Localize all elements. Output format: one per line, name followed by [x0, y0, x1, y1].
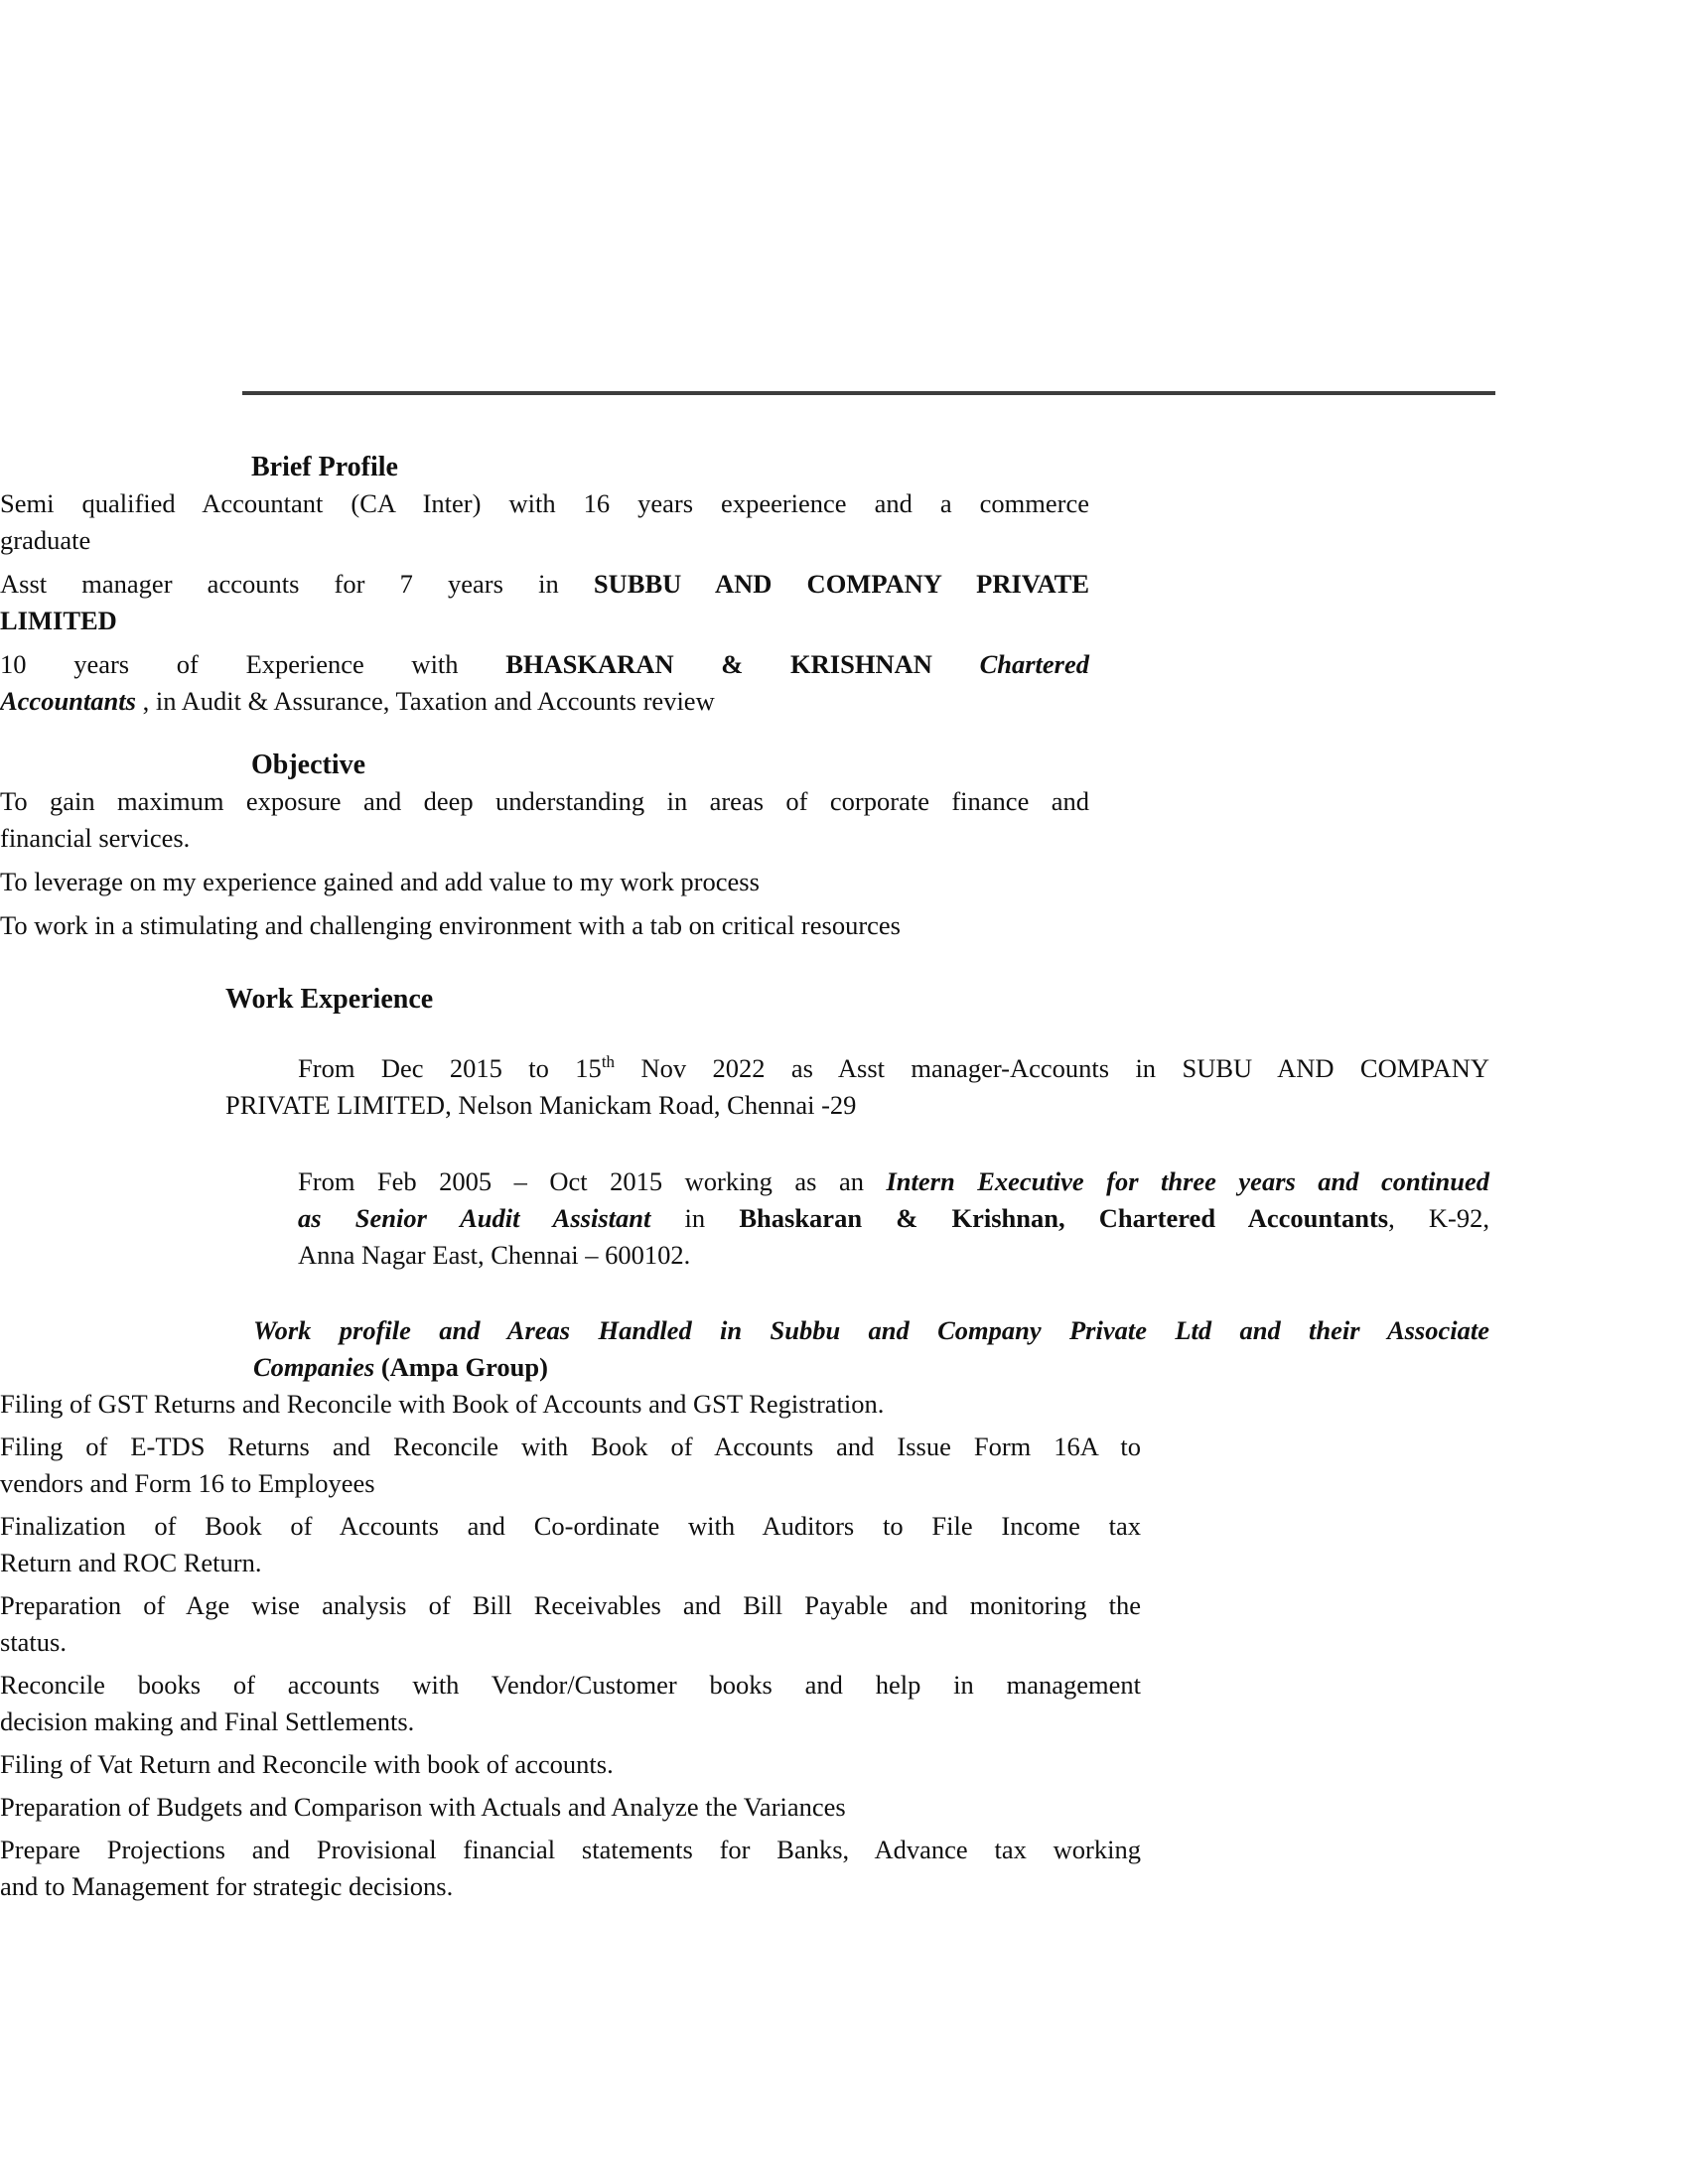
work-experience-paragraph-1	[225, 1050, 1489, 1124]
text-line: Semi qualified Accountant (CA Inter) with 16 years expeerience and a commerce	[0, 488, 1089, 518]
list-item	[0, 646, 1089, 720]
list-item	[0, 566, 1089, 639]
text-line	[253, 1349, 1489, 1386]
list-item	[0, 1832, 1141, 1905]
bold-segment: (Ampa Group)	[374, 1352, 548, 1382]
section-heading-objective: Objective	[251, 750, 366, 780]
text-line: Preparation of Age wise analysis of Bill Receivables and Bill Payable and monitoring the	[0, 1590, 1141, 1620]
bold-italic-segment: Chartered	[979, 649, 1089, 679]
text-segment: in	[650, 1203, 740, 1233]
text-segment: Nov 2022 as Asst manager-Accounts in SUBU AND COMPANY	[615, 1053, 1489, 1083]
section-heading-work-experience: Work Experience	[225, 984, 434, 1015]
text-line: Return and ROC Return.	[0, 1548, 262, 1577]
text-line: financial services.	[0, 823, 191, 853]
text-line: graduate	[0, 525, 91, 555]
bold-segment: Bhaskaran & Krishnan, Chartered Accountants	[739, 1203, 1389, 1233]
list-item	[0, 485, 1089, 559]
text-line: Finalization of Book of Accounts and Co-ordinate with Auditors to File Income tax	[0, 1511, 1141, 1541]
text-line	[298, 1200, 1489, 1237]
text-line	[0, 566, 1089, 603]
list-item	[0, 783, 1089, 857]
text-segment: , in Audit & Assurance, Taxation and Accounts review	[135, 686, 715, 716]
text-segment: , K-92,	[1388, 1203, 1489, 1233]
text-line: To gain maximum exposure and deep understanding in areas of corporate finance and	[0, 786, 1089, 816]
list-item	[0, 1587, 1141, 1661]
list-item	[0, 907, 1089, 944]
text-line: Filing of GST Returns and Reconcile with Book of Accounts and GST Registration.	[0, 1389, 885, 1419]
list-item	[0, 864, 1089, 900]
work-experience-paragraph-2	[298, 1163, 1489, 1274]
text-line	[0, 603, 1089, 639]
list-item	[0, 1386, 1141, 1423]
text-line	[0, 683, 1089, 720]
bold-italic-segment: as Senior Audit Assistant	[298, 1203, 651, 1233]
text-line: Filing of Vat Return and Reconcile with book of accounts.	[0, 1749, 614, 1779]
text-line: To leverage on my experience gained and add value to my work process	[0, 867, 760, 896]
section-heading-work-profile	[253, 1312, 1489, 1386]
text-segment: Asst manager accounts for 7 years in	[0, 569, 594, 599]
text-line: Preparation of Budgets and Comparison with Actuals and Analyze the Variances	[0, 1792, 846, 1822]
objective-list	[0, 783, 1089, 944]
bold-italic-segment: Work profile and Areas Handled in Subbu and Company Private Ltd and their Associate	[253, 1315, 1489, 1345]
text-line: To work in a stimulating and challenging environment with a tab on critical resources	[0, 910, 901, 940]
text-line	[225, 1050, 1489, 1087]
text-line	[0, 646, 1089, 683]
text-line: status.	[0, 1627, 67, 1657]
list-item	[0, 1429, 1141, 1502]
list-item	[0, 1746, 1141, 1783]
section-heading-brief-profile: Brief Profile	[251, 452, 398, 482]
list-item	[0, 1667, 1141, 1740]
bold-italic-segment: Intern Executive for three years and continued	[886, 1166, 1489, 1196]
text-line: Reconcile books of accounts with Vendor/Customer books and help in management	[0, 1670, 1141, 1700]
list-item	[0, 1508, 1141, 1581]
text-line	[298, 1163, 1489, 1200]
text-segment: From Dec 2015 to 15	[298, 1053, 602, 1083]
header-divider-rule	[242, 391, 1495, 395]
text-line	[253, 1312, 1489, 1349]
bold-segment: BHASKARAN & KRISHNAN	[505, 649, 980, 679]
text-line: and to Management for strategic decisions.	[0, 1871, 454, 1901]
text-line: decision making and Final Settlements.	[0, 1706, 415, 1736]
bold-segment: LIMITED	[0, 606, 117, 635]
text-segment: 10 years of Experience with	[0, 649, 506, 679]
text-line: Filing of E-TDS Returns and Reconcile with Book of Accounts and Issue Form 16A to	[0, 1432, 1141, 1461]
text-line: Anna Nagar East, Chennai – 600102.	[298, 1240, 691, 1270]
brief-profile-list	[0, 485, 1089, 720]
text-line: vendors and Form 16 to Employees	[0, 1468, 375, 1498]
list-item	[0, 1789, 1141, 1826]
bold-segment: SUBBU AND COMPANY PRIVATE	[593, 569, 1090, 599]
ordinal-superscript: th	[601, 1052, 616, 1072]
work-profile-list	[0, 1386, 1141, 1905]
bold-italic-segment: Accountants	[0, 686, 136, 716]
text-line: Prepare Projections and Provisional financial statements for Banks, Advance tax working	[0, 1835, 1141, 1864]
text-segment: From Feb 2005 – Oct 2015 working as an	[298, 1166, 887, 1196]
bold-italic-segment: Companies	[253, 1352, 375, 1382]
text-line: PRIVATE LIMITED, Nelson Manickam Road, Chennai -29	[225, 1090, 857, 1120]
